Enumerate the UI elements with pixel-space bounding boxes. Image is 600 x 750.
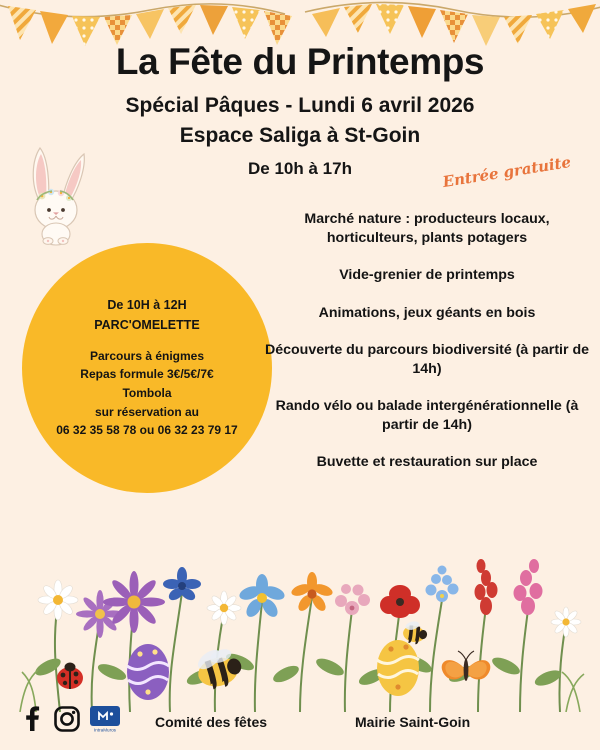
- butterfly-illustration: [442, 651, 491, 681]
- circle-line-4: Repas formule 3€/5€/7€: [80, 367, 214, 382]
- parcomelette-circle: [22, 243, 272, 493]
- free-entry-badge: Entrée gratuite: [441, 152, 573, 192]
- intramuros-icon[interactable]: [90, 705, 120, 738]
- list-item: Animations, jeux géants en bois: [318, 304, 536, 321]
- poster-venue: Espace Saliga à St-Goin: [179, 123, 421, 147]
- list-item: Découverte du parcours biodiversité (à partir de 14h): [264, 341, 590, 377]
- organizer-mairie: Mairie Saint-Goin: [355, 714, 471, 730]
- facebook-icon[interactable]: [20, 706, 44, 737]
- activities-list: [262, 210, 592, 491]
- circle-phone-numbers: 06 32 35 58 78 ou 06 32 23 79 17: [56, 423, 238, 438]
- bunting-banner: [0, 0, 600, 46]
- circle-line-2: PARC'OMELETTE: [94, 317, 200, 332]
- bee-small-illustration: [402, 618, 430, 644]
- organizer-comite: Comité des fêtes: [155, 714, 268, 730]
- list-item: Vide-grenier de printemps: [339, 267, 515, 284]
- list-item: Buvette et restauration sur place: [316, 454, 538, 471]
- social-links[interactable]: [20, 705, 120, 738]
- page-title: La Fête du Printemps: [115, 41, 485, 82]
- circle-line-6: sur réservation au: [94, 404, 200, 419]
- poster-hours: De 10h à 17h: [248, 159, 352, 179]
- flower-illustration: [0, 482, 600, 712]
- instagram-icon[interactable]: [54, 706, 80, 737]
- easter-egg-purple: [127, 644, 169, 700]
- list-item: Rando vélo ou balade intergénérationnelle (à partir de 14h): [275, 398, 579, 434]
- easter-egg-yellow: [377, 640, 419, 696]
- ladybug-illustration: [57, 663, 83, 690]
- poster-subtitle: Spécial Pâques - Lundi 6 avril 2026: [125, 93, 475, 117]
- circle-line-3: Parcours à énigmes: [89, 348, 205, 363]
- circle-line-5: Tombola: [122, 386, 172, 401]
- list-item: Marché nature : producteurs locaux, horticulteurs, plants potagers: [304, 211, 550, 247]
- circle-line-1: De 10H à 12H: [107, 298, 187, 313]
- poster-footer: [0, 700, 600, 742]
- bunny-illustration: [18, 140, 108, 250]
- svg-text:IntraMuros: IntraMuros: [94, 727, 116, 733]
